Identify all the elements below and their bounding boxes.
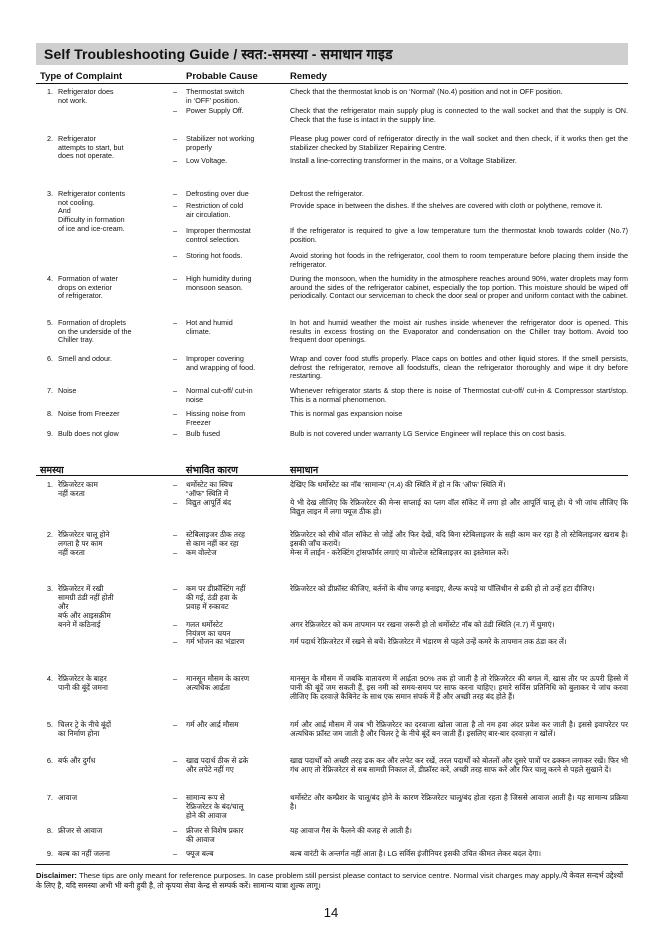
header-samadhan: समाधान — [290, 465, 319, 476]
complaint-text: आवाज — [58, 793, 78, 802]
row-number: 3. — [47, 189, 53, 198]
remedy-text: Check that the thermostat knob is on ‘Normal’ (No.4) position and not in OFF position. — [290, 87, 563, 96]
remedy-text: In hot and humid weather the moist air rushes inside whenever the refrigerator door is opened. This results in excess frosting on the Evaporator and condensation on the Chiller tray bottom. Avoid too frequent door openings. — [290, 318, 628, 345]
cause-text: Thermostat switch in ‘OFF’ position. — [186, 87, 245, 105]
complaint-text: चिलर ट्रे के नीचे बूंदों का निर्माण होना — [58, 720, 112, 739]
remedy-text: गर्म पदार्थ रेफ्रिजरेटर में रखने से बचें। रेफ्रिजरेटर में भंडारण से पहले उन्हें कमरे के तापमान तक ठंडा कर लें। — [290, 637, 567, 646]
remedy-text: If the refrigerator is required to give a low temperature turn the thermostat knob towards colder (No.7) position. — [290, 226, 628, 244]
bullet-dash: – — [173, 849, 178, 858]
remedy-text: Please plug power cord of refrigerator directly in the wall socket and then check, if it works then get the stabilizer checked by Stabilizer Repairing Centre. — [290, 134, 628, 152]
cause-text: मानसून मौसम के कारण अत्यधिक आर्द्रता — [186, 674, 250, 693]
row-number: 7. — [47, 386, 53, 395]
row-number: 3. — [46, 584, 53, 593]
cause-text: Stabilizer not working properly — [186, 134, 255, 152]
remedy-text: अगर रेफ्रिजरेटर को कम तापमान पर रखना जरूरी हो तो थर्मोस्टेट नॉब को ठंडी स्थिति (न.7) में घुमाएं। — [290, 620, 555, 629]
header-probable-cause: Probable Cause — [186, 71, 258, 82]
header-remedy: Remedy — [290, 71, 327, 82]
remedy-text: ये भी देख लीजिए कि रेफ्रिजरेटर की मेन्स सप्लाई का प्लग वॉल सॉकेट में लगा हो और आपूर्ति चालू हो। ये भी जांच लीजिए कि विद्युत लाइन में लगा फ्यूज ठीक हो। — [290, 498, 628, 517]
bullet-dash: – — [173, 87, 177, 96]
remedy-text: गर्म और आर्द्र मौसम में जब भी रेफ्रिजरेटर का दरवाजा खोला जाता है तो नम हवा अंदर प्रवेश कर जाती है। इससे इवापरेटर पर अत्यधिक फ्रॉस्ट जम जाती है और चिलर ट्रे के नीचे बूंदें बन जाती हैं। इसलिए बार-बार दरवाज़ा न खोलें। — [290, 720, 628, 739]
bullet-dash: – — [173, 720, 178, 729]
bullet-dash: – — [173, 637, 178, 646]
complaint-text: बल्ब का नहीं जलना — [58, 849, 110, 858]
row-number: 7. — [46, 793, 53, 802]
row-number: 2. — [46, 530, 53, 539]
cause-text: खाद्य पदार्थ ठीक से ढके और लपेटे नहीं गए — [186, 756, 249, 775]
cause-text: कम पर डीफ्रॉस्टिंग नहीं की गई, ठंडी हवा के प्रवाह में रुकावट — [186, 584, 246, 612]
remedy-text: This is normal gas expansion noise — [290, 409, 403, 418]
cause-text: Hissing noise from Freezer — [186, 409, 246, 427]
bullet-dash: – — [173, 354, 177, 363]
bottom-divider — [36, 864, 628, 865]
bullet-dash: – — [173, 584, 178, 593]
cause-text: सामान्य रूप से रेफ्रिजरेटर के बंद/चालू होने की आवाज — [186, 793, 244, 821]
bullet-dash: – — [173, 318, 177, 327]
cause-text: Power Supply Off. — [186, 106, 244, 115]
remedy-text: खाद्य पदार्थों को अच्छी तरह ढक कर और लपेट कर रखें, तरल पदार्थों को बोतलों और दूसरे पात्रों पर ढक्कन लगाकर रखें। फिर भी गंध आए तो रेफ्रिजरेटर से सब सामग्री निकाल लें, डीफ्रॉस्ट करें, अच्छी तरह साफ करें और फिर चालू करने से पहले सुखाने दें। — [290, 756, 628, 775]
complaint-text: Noise — [58, 386, 77, 395]
remedy-text: रेफ्रिजरेटर को सीधे वॉल सॉकेट से जोड़ें और फिर देखें, यदि बिना स्टेबिलाइजर के सही काम कर रहा है तो स्टेबिलाइजर खराब है। इसकी जाँच करायें। — [290, 530, 628, 549]
cause-text: फ्रीजर से विशेष प्रकार की आवाज — [186, 826, 244, 845]
remedy-text: During the monsoon, when the humidity in the atmosphere reaches around 90%, water droplets may form around the sides of the refrigerator cabinet, especially the top portion. This moisture should be wiped off periodically. Contact our serviceman to check the door seal or proper and uniform contact with the cabinet. — [290, 274, 628, 301]
row-number: 8. — [47, 409, 53, 418]
row-number: 9. — [46, 849, 53, 858]
bullet-dash: – — [173, 226, 177, 235]
cause-text: थर्मोस्टेट का स्विच “ऑफ” स्थिति में — [186, 480, 233, 499]
cause-text: स्टेबिलाइजर ठीक तरह से काम नहीं कर रहा — [186, 530, 245, 549]
bullet-dash: – — [173, 106, 177, 115]
remedy-text: Check that the refrigerator main supply plug is connected to the wall socket and that the supply is ON. Check that the fuse is intact in the supply line. — [290, 106, 628, 124]
remedy-text: Avoid storing hot foods in the refrigerator, cool them to room temperature before placing them inside the refrigerator. — [290, 251, 628, 269]
row-number: 6. — [46, 756, 53, 765]
disclaimer-text: These tips are only meant for reference purposes. In case problem still persist please contact to service centre. Normal visit charges may apply./ये केवल सन्दर्भ उद्देश्यों के लिए है, यदि समस्या अभी भी बनी हुयी है, तो कृपया सेवा केन्द्र से सम्पर्क करें। सामान्य यात्रा शुल्क लागू। — [36, 871, 624, 890]
bullet-dash: – — [173, 498, 178, 507]
bullet-dash: – — [173, 386, 177, 395]
row-number: 8. — [46, 826, 53, 835]
complaint-text: Formation of water drops on exterior of refrigerator. — [58, 274, 118, 301]
bullet-dash: – — [173, 674, 178, 683]
bullet-dash: – — [173, 480, 178, 489]
row-number: 1. — [46, 480, 53, 489]
bullet-dash: – — [173, 620, 178, 629]
bullet-dash: – — [173, 826, 178, 835]
complaint-text: Refrigerator does not work. — [58, 87, 114, 105]
header-type-of-complaint: Type of Complaint — [40, 71, 123, 82]
complaint-text: Noise from Freezer — [58, 409, 120, 418]
complaint-text: Smell and odour. — [58, 354, 112, 363]
cause-text: Improper thermostat control selection. — [186, 226, 251, 244]
bullet-dash: – — [173, 409, 177, 418]
header-sambhavit-karan: संभावित कारण — [186, 465, 238, 476]
remedy-text: रेफ्रिजरेटर को डीफ्रॉस्ट कीजिए, बर्तनों के बीच जगह बनाइए, शैल्फ कपड़े या पॉलिथीन से ढकी हो तो उन्हें हटा दीजिए। — [290, 584, 595, 593]
row-number: 5. — [47, 318, 53, 327]
row-number: 5. — [46, 720, 53, 729]
disclaimer-label: Disclaimer: — [36, 871, 77, 880]
complaint-text: बर्फ और दुर्गंध — [58, 756, 96, 765]
cause-text: कम वोल्टेज — [186, 548, 217, 557]
row-number: 4. — [47, 274, 53, 283]
remedy-text: मानसून के मौसम में जबकि वातावरण में आर्द्रता 90% तक हो जाती है तो रेफ्रिजरेटर की बगल में, खास तौर पर ऊपरी हिस्से में पानी की बूंदें जम सकती हैं, इस नमी को समय-समय पर साफ करना चाहिए। हमारे सर्विस प्रतिनिधि को बुलाकर ये जांच करवा लीजिए कि दरवाज़े कैबिनेट के साथ एक समान संपर्क में हैं और अच्छी तरह बंद होते हैं। — [290, 674, 628, 702]
bullet-dash: – — [173, 201, 177, 210]
bullet-dash: – — [173, 156, 177, 165]
cause-text: Normal cut-off/ cut-in noise — [186, 386, 253, 404]
page-number: 14 — [323, 905, 339, 920]
cause-text: Defrosting over due — [186, 189, 249, 198]
page-title: Self Troubleshooting Guide / स्वत:-समस्या - समाधान गाइड — [36, 43, 628, 65]
cause-text: Improper covering and wrapping of food. — [186, 354, 256, 372]
bullet-dash: – — [173, 530, 178, 539]
complaint-text: Bulb does not glow — [58, 429, 119, 438]
complaint-text: Formation of droplets on the underside of the Chiller tray. — [58, 318, 132, 345]
remedy-text: Defrost the refrigerator. — [290, 189, 364, 198]
bullet-dash: – — [173, 429, 177, 438]
bullet-dash: – — [173, 548, 178, 557]
bullet-dash: – — [173, 274, 177, 283]
complaint-text: रेफ्रिजरेटर में रखी सामग्री ठंडी नहीं होती और बर्फ और आइसक्रीम बनने में कठिनाई — [58, 584, 114, 630]
cause-text: High humidity during monsoon season. — [186, 274, 252, 292]
cause-text: गलत थर्मोस्टेट नियंत्रण का चयन — [186, 620, 231, 639]
disclaimer — [36, 871, 630, 890]
english-table-header — [36, 72, 628, 84]
hindi-section — [36, 464, 628, 476]
hindi-table-header — [36, 464, 628, 476]
cause-text: Hot and humid climate. — [186, 318, 233, 336]
row-number: 2. — [47, 134, 53, 143]
complaint-text: Refrigerator attempts to start, but does not operate. — [58, 134, 124, 161]
complaint-text: फ्रीजर से आवाज — [58, 826, 103, 835]
cause-text: Bulb fused — [186, 429, 220, 438]
bullet-dash: – — [173, 756, 178, 765]
remedy-text: यह आवाज गैस के फैलने की वजह से आती है। — [290, 826, 412, 835]
complaint-text: रेफ्रिजरेटर चालू होने लगता है पर काम नहीं करता — [58, 530, 110, 558]
row-number: 1. — [47, 87, 53, 96]
cause-text: Storing hot foods. — [186, 251, 243, 260]
remedy-text: Install a line-correcting transformer in the mains, or a Voltage Stabilizer. — [290, 156, 517, 165]
cause-text: फ्यूज बल्ब — [186, 849, 214, 858]
row-number: 6. — [47, 354, 53, 363]
bullet-dash: – — [173, 793, 178, 802]
remedy-text: Provide space in between the dishes. If the shelves are covered with cloth or polythene, remove it. — [290, 201, 603, 210]
cause-text: गर्म भोजन का भंडारण — [186, 637, 245, 646]
remedy-text: Whenever refrigerator starts & stop there is noise of Thermostat cut-off/ cut-in & Compressor start/stop. This is a normal phenomenon. — [290, 386, 628, 404]
remedy-text: थर्मोस्टेट और कम्प्रैशर के चालू/बंद होने के कारण रेफ्रिजरेटर चालू/बंद होता रहता है जिससे आवाज आती है। यह सामान्य प्रक्रिया है। — [290, 793, 628, 812]
bullet-dash: – — [173, 251, 177, 260]
remedy-text: बल्ब वारंटी के अन्तर्गत नहीं आता है। LG सर्विस इंजीनियर इसकी उचित कीमत लेकर बदल देगा। — [290, 849, 541, 858]
complaint-text: रेफ्रिजरेटर काम नहीं करता — [58, 480, 98, 499]
bullet-dash: – — [173, 134, 177, 143]
cause-text: Restriction of cold air circulation. — [186, 201, 244, 219]
complaint-text: रेफ्रिजरेटर के बाहर पानी की बूंदें जमना — [58, 674, 108, 693]
remedy-text: Wrap and cover food stuffs properly. Place caps on bottles and other liquid stores. If the smell persists, defrost the refrigerator, remove all foodstuffs, clean the refrigerator thoroughly and wipe it dry before restarting. — [290, 354, 628, 381]
row-number: 9. — [47, 429, 53, 438]
english-section — [36, 72, 628, 84]
complaint-text: Refrigerator contents not cooling. And Difficulty in formation of ice and ice-cream. — [58, 189, 126, 233]
cause-text: गर्म और आर्द्र मौसम — [186, 720, 239, 729]
row-number: 4. — [46, 674, 53, 683]
header-samasya: समस्या — [40, 465, 64, 476]
cause-text: Low Voltage. — [186, 156, 228, 165]
remedy-text: Bulb is not covered under warranty LG Service Engineer will replace this on cost basis. — [290, 429, 567, 438]
cause-text: विद्युत आपूर्ति बंद — [186, 498, 232, 507]
remedy-text: मेन्स में लाईन - करेक्टिंग ट्रांसफॉर्मर लगाएं या वोल्टेज स्टेबिलाइज़र का इस्तेमाल करें। — [290, 548, 509, 557]
remedy-text: देखिए कि थर्मोस्टेट का नॉब ‘सामान्य’ (न.4) की स्थिति में हो न कि ‘ऑफ’ स्थिति में। — [290, 480, 506, 489]
bullet-dash: – — [173, 189, 177, 198]
